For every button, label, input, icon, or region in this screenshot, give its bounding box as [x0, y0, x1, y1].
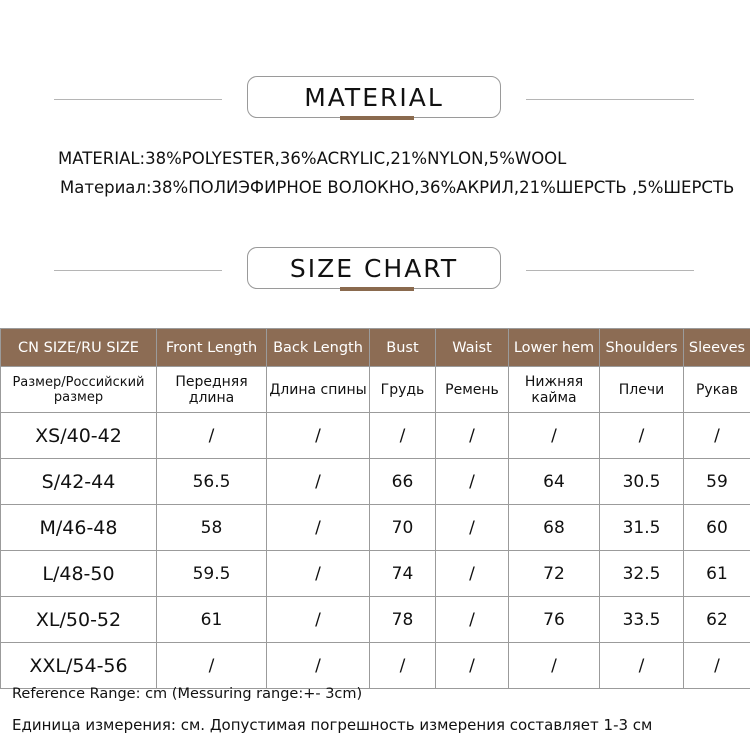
table-cell: / [436, 643, 509, 689]
reference-range-en: Reference Range: cm (Messuring range:+- 3cm) [12, 686, 363, 702]
header-cell: CN SIZE/RU SIZE [1, 329, 157, 367]
title-accent-bar [340, 287, 414, 291]
material-row-ru [58, 177, 738, 199]
table-cell: / [436, 597, 509, 643]
divider-line-right [526, 270, 694, 271]
table-cell: 76 [509, 597, 600, 643]
table-cell: / [600, 643, 684, 689]
table-cell: / [267, 643, 370, 689]
header-cell-ru: Ремень [436, 367, 509, 413]
divider-line-right [526, 99, 694, 100]
size-cell: XL/50-52 [1, 597, 157, 643]
header-cell: Sleeves [684, 329, 750, 367]
size-chart-title: SIZE CHART [289, 254, 459, 283]
header-cell-ru: Размер/Российский размер [1, 367, 157, 413]
table-cell: / [684, 643, 750, 689]
table-cell: 31.5 [600, 505, 684, 551]
header-row-ru [1, 367, 750, 413]
table-cell: / [600, 413, 684, 459]
material-section-header [0, 76, 750, 124]
table-cell: 62 [684, 597, 750, 643]
material-value-ru: 38%ПОЛИЭФИРНОЕ ВОЛОКНО,36%АКРИЛ,21%ШЕРСТЬ ,5%ШЕРСТЬ [151, 178, 735, 197]
size-cell: S/42-44 [1, 459, 157, 505]
table-cell: 70 [370, 505, 436, 551]
material-composition [58, 148, 738, 199]
table-cell: 68 [509, 505, 600, 551]
table-cell: / [267, 459, 370, 505]
table-cell: / [370, 643, 436, 689]
table-cell: / [370, 413, 436, 459]
divider-line-left [54, 99, 222, 100]
header-cell: Waist [436, 329, 509, 367]
size-cell: XXL/54-56 [1, 643, 157, 689]
table-cell: 56.5 [157, 459, 267, 505]
table-row [1, 643, 750, 689]
table-cell: / [157, 413, 267, 459]
table-row [1, 459, 750, 505]
header-cell-ru: Передняя длина [157, 367, 267, 413]
table-cell: / [509, 413, 600, 459]
material-value-en: 38%POLYESTER,36%ACRYLIC,21%NYLON,5%WOOL [145, 149, 567, 168]
header-cell-ru: Нижняя кайма [509, 367, 600, 413]
table-cell: 61 [684, 551, 750, 597]
table-cell: / [436, 551, 509, 597]
table-row [1, 597, 750, 643]
header-cell: Front Length [157, 329, 267, 367]
header-cell: Shoulders [600, 329, 684, 367]
title-accent-bar [340, 116, 414, 120]
table-cell: / [267, 505, 370, 551]
table-cell: / [436, 413, 509, 459]
size-chart-section-header [0, 247, 750, 295]
header-cell-ru: Рукав [684, 367, 750, 413]
table-row [1, 413, 750, 459]
table-cell: 60 [684, 505, 750, 551]
divider-line-left [54, 270, 222, 271]
material-title: MATERIAL [304, 83, 444, 112]
table-cell: 66 [370, 459, 436, 505]
table-row [1, 551, 750, 597]
table-cell: 30.5 [600, 459, 684, 505]
size-cell: M/46-48 [1, 505, 157, 551]
material-title-pill [247, 76, 501, 118]
table-cell: / [267, 413, 370, 459]
table-cell: / [509, 643, 600, 689]
table-cell: / [436, 459, 509, 505]
table-cell: / [267, 597, 370, 643]
table-row [1, 505, 750, 551]
table-cell: 33.5 [600, 597, 684, 643]
reference-range-ru: Единица измерения: см. Допустимая погрешность измерения составляет 1-3 см [12, 716, 653, 734]
header-cell-ru: Плечи [600, 367, 684, 413]
material-label-en: MATERIAL: [58, 149, 146, 168]
table-cell: 64 [509, 459, 600, 505]
size-cell: XS/40-42 [1, 413, 157, 459]
table-cell: 59 [684, 459, 750, 505]
table-cell: / [157, 643, 267, 689]
table-cell: 78 [370, 597, 436, 643]
table-cell: / [436, 505, 509, 551]
material-label-ru: Материал: [60, 178, 152, 197]
table-cell: 61 [157, 597, 267, 643]
header-cell: Lower hem [509, 329, 600, 367]
table-cell: 58 [157, 505, 267, 551]
size-cell: L/48-50 [1, 551, 157, 597]
table-cell: 59.5 [157, 551, 267, 597]
header-cell: Back Length [267, 329, 370, 367]
size-chart-title-pill [247, 247, 501, 289]
table-cell: 32.5 [600, 551, 684, 597]
table-cell: 74 [370, 551, 436, 597]
table-cell: / [267, 551, 370, 597]
table-cell: / [684, 413, 750, 459]
table-cell: 72 [509, 551, 600, 597]
header-cell-ru: Грудь [370, 367, 436, 413]
material-row-en [58, 148, 738, 170]
header-row-en [1, 329, 750, 367]
header-cell: Bust [370, 329, 436, 367]
header-cell-ru: Длина спины [267, 367, 370, 413]
size-chart-table [0, 328, 750, 689]
